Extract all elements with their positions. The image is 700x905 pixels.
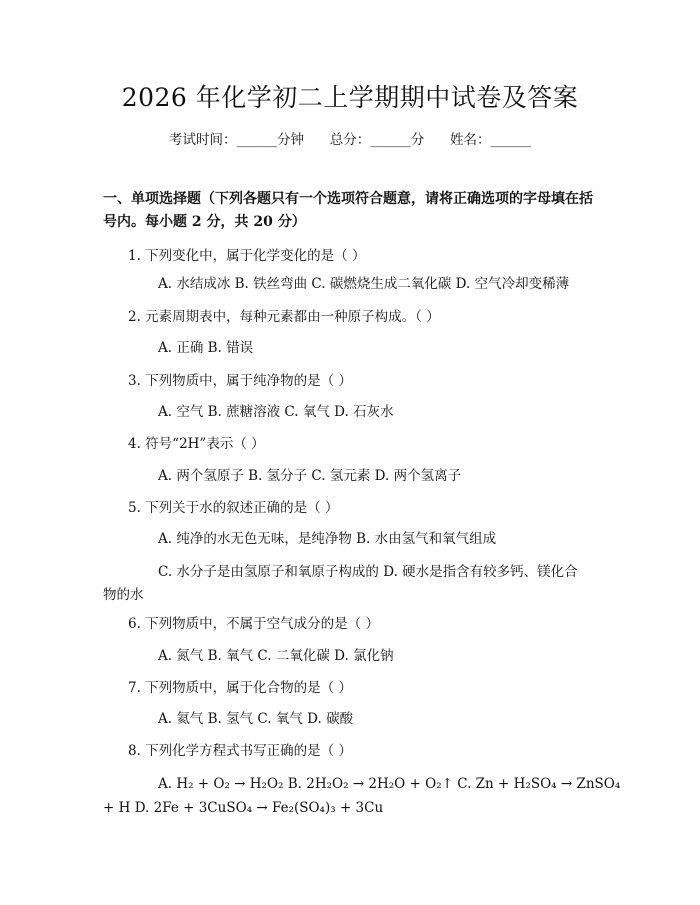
question-7-stem: 7. 下列物质中，属于化合物的是（ ） (128, 680, 352, 696)
question-8-options-line2 (103, 797, 383, 819)
question-1-stem: 1. 下列变化中，属于化学变化的是（ ） (128, 248, 366, 264)
question-4-options: A. 两个氢原子 B. 氢分子 C. 氢元素 D. 两个氢离子 (158, 468, 462, 484)
question-3-options: A. 空气 B. 蔗糖溶液 C. 氧气 D. 石灰水 (158, 404, 394, 420)
question-4-stem: 4. 符号“2H”表示（ ） (128, 436, 265, 452)
question-3-stem: 3. 下列物质中，属于纯净物的是（ ） (128, 373, 352, 389)
question-2-options: A. 正确 B. 错误 (158, 340, 254, 356)
page-title: 2026 年化学初二上学期期中试卷及答案 (121, 83, 579, 112)
question-2-stem: 2. 元素周期表中，每种元素都由一种原子构成。（ ） (128, 309, 440, 325)
question-8-option-a: A. H₂ + O₂ → H₂O₂ (158, 776, 284, 792)
question-1-options: A. 水结成冰 B. 铁丝弯曲 C. 碳燃烧生成二氧化碳 D. 空气冷却变稀薄 (158, 276, 570, 292)
question-8-option-c: C. Zn + H₂SO₄ → ZnSO₄ (457, 776, 621, 792)
question-5-stem: 5. 下列关于水的叙述正确的是（ ） (128, 500, 339, 516)
question-8-option-c-cont: + H (103, 800, 131, 816)
question-8-option-b: B. 2H₂O₂ → 2H₂O + O₂↑ (287, 776, 453, 792)
question-5-options-line1: A. 纯净的水无色无味，是纯净物 B. 水由氢气和氧气组成 (158, 531, 497, 547)
exam-info-line: 考试时间：______分钟 总分：______分 姓名：______ (169, 132, 531, 148)
question-8-stem: 8. 下列化学方程式书写正确的是（ ） (128, 743, 352, 759)
question-8-option-d: D. 2Fe + 3CuSO₄ → Fe₂(SO₄)₃ + 3Cu (134, 800, 384, 816)
question-8-options-line1 (158, 773, 620, 795)
question-5-options-line2: C. 水分子是由氢原子和氧原子构成的 D. 硬水是指含有较多钙、镁化合 (158, 564, 578, 580)
question-6-options: A. 氮气 B. 氧气 C. 二氧化碳 D. 氯化钠 (158, 648, 394, 664)
question-5-options-line2-cont: 物的水 (103, 587, 144, 603)
question-7-options: A. 氦气 B. 氢气 C. 氧气 D. 碳酸 (158, 711, 354, 727)
question-6-stem: 6. 下列物质中，不属于空气成分的是（ ） (128, 616, 379, 632)
section-heading: 一、单项选择题（下列各题只有一个选项符合题意，请将正确选项的字母填在括号内。每小题 2 分，共 20 分） (103, 191, 593, 230)
